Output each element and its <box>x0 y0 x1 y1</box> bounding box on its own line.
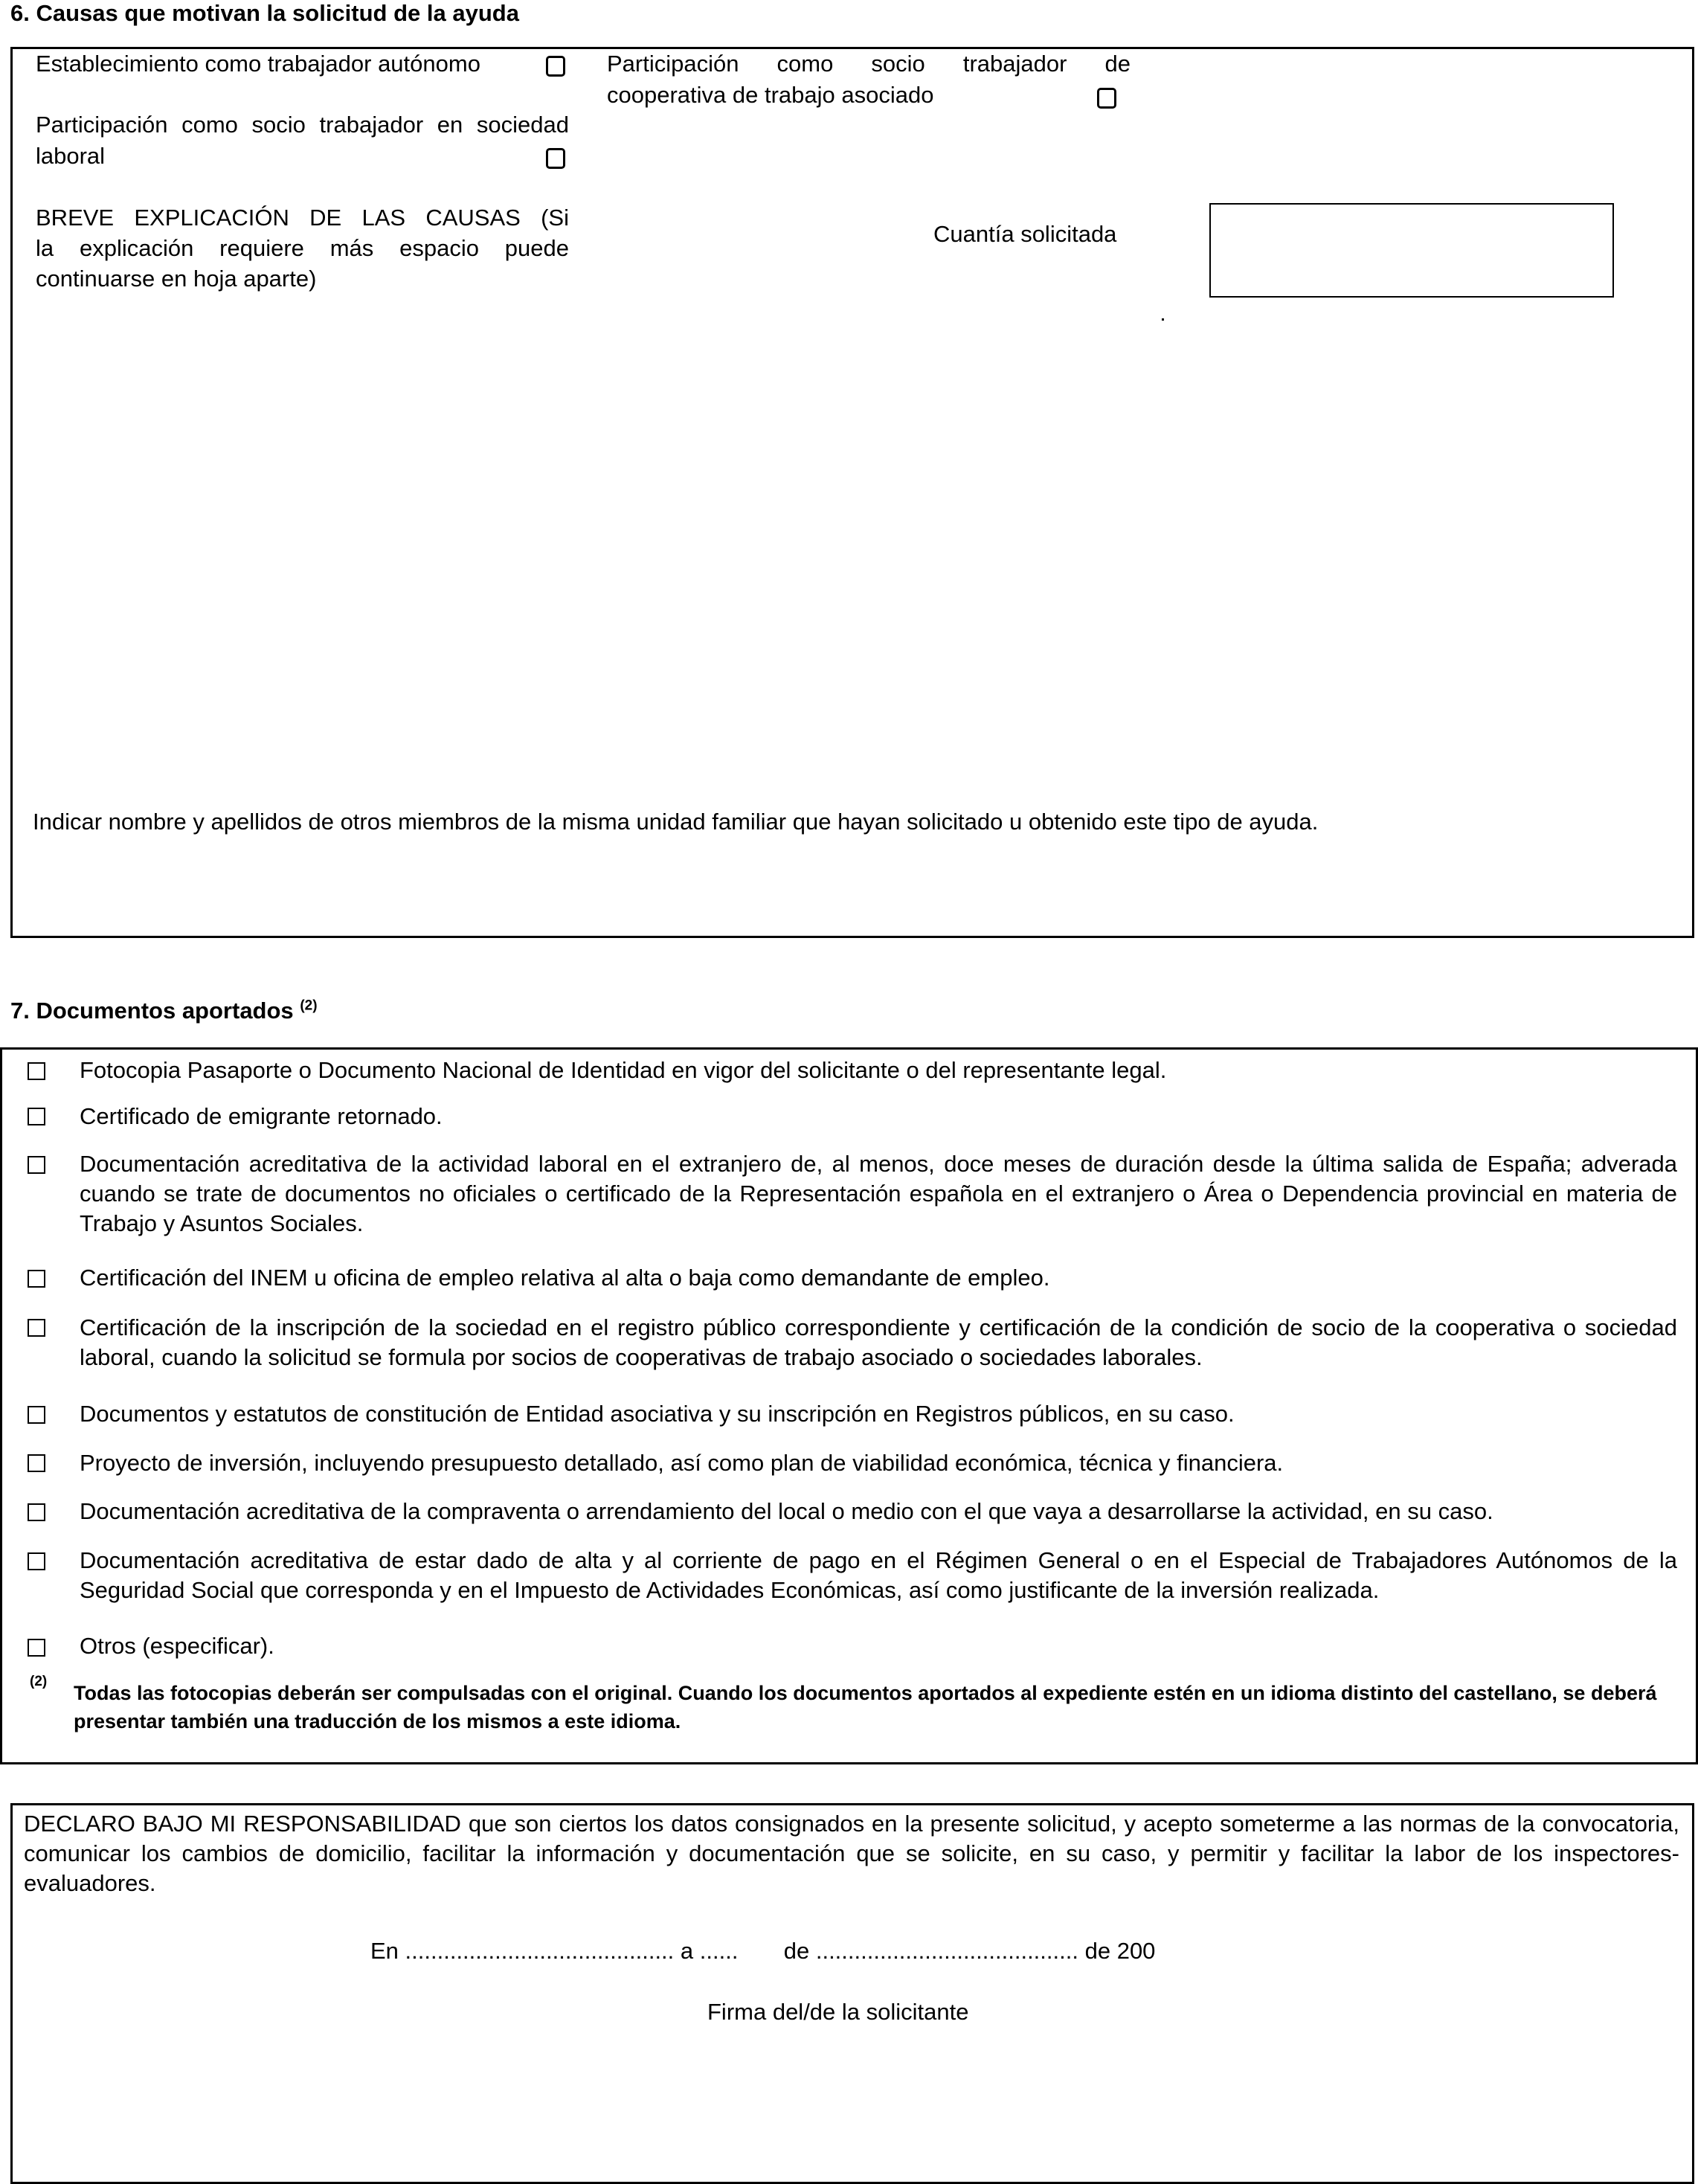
doc-checkbox-3[interactable] <box>28 1156 45 1174</box>
stray-mark <box>1162 318 1164 321</box>
option-autonomo-checkbox[interactable] <box>546 56 565 77</box>
cuantia-solicitada-label: Cuantía solicitada <box>933 221 1117 247</box>
doc-item-8: Documentación acreditativa de la compraventa o arrendamiento del local o medio con el que vaya a desarrollarse la actividad, en su caso. <box>80 1498 1493 1524</box>
doc-item-7: Proyecto de inversión, incluyendo presupuesto detallado, así como plan de viabilidad económica, técnica y financiera. <box>80 1450 1284 1476</box>
doc-checkbox-5[interactable] <box>28 1319 45 1337</box>
doc-item-10: Otros (especificar). <box>80 1633 274 1659</box>
option-cooperativa-label-line2: cooperativa de trabajo asociado <box>607 82 934 108</box>
cuantia-solicitada-input[interactable] <box>1209 203 1614 298</box>
section7-note: Todas las fotocopias deberán ser compulsadas con el original. Cuando los documentos aportados al expediente estén en un idioma distinto del castellano, se deberá presentar también una traducción de los mismos a este idioma. <box>74 1682 1657 1732</box>
section7-title-ref: (2) <box>300 998 318 1014</box>
breve-explicacion-line3: continuarse en hoja aparte) <box>36 266 317 292</box>
doc-checkbox-2[interactable] <box>28 1108 45 1125</box>
year-de-label: de <box>1084 1938 1111 1964</box>
option-cooperativa-checkbox[interactable] <box>1097 88 1116 109</box>
otros-miembros-label: Indicar nombre y apellidos de otros miembros de la misma unidad familiar que hayan solicitado u obtenido este tipo de ayuda. <box>33 809 1319 835</box>
signature-area[interactable] <box>30 2038 1666 2172</box>
place-input[interactable]: .......................................... <box>405 1938 675 1964</box>
doc-item-4: Certificación del INEM u oficina de empleo relativa al alta o baja como demandante de empleo. <box>80 1265 1050 1291</box>
month-input[interactable]: ......................................... <box>815 1938 1078 1964</box>
place-date-line <box>370 1936 1155 1966</box>
doc-checkbox-6[interactable] <box>28 1406 45 1424</box>
section7-title-text: 7. Documentos aportados <box>10 998 294 1024</box>
doc-checkbox-4[interactable] <box>28 1270 45 1288</box>
doc-checkbox-9[interactable] <box>28 1552 45 1570</box>
declaration-text: DECLARO BAJO MI RESPONSABILIDAD que son ciertos los datos consignados en la presente solicitud, y acepto someterme a las normas de la convocatoria, comunicar los cambios de domicilio, facilitar la información y documentación que se solicite, en su caso, y permitir y facilitar la labor de los inspectores-evaluadores. <box>24 1811 1679 1896</box>
note-ref: (2) <box>30 1674 48 1689</box>
option-sociedad-laboral-label-line1: Participación como socio trabajador en sociedad <box>36 112 569 138</box>
place-en-label: En <box>370 1938 399 1964</box>
breve-explicacion-line1: BREVE EXPLICACIÓN DE LAS CAUSAS (Si <box>36 205 569 231</box>
option-sociedad-laboral-checkbox[interactable] <box>546 148 565 169</box>
doc-item-5: Certificación de la inscripción de la sociedad en el registro público correspondiente y certificación de la condición de socio de la cooperativa o sociedad laboral, cuando la solicitud se formula por socios de cooperativas de trabajo asociado o sociedades laborales. <box>80 1314 1677 1370</box>
year-prefix: 200 <box>1116 1938 1156 1964</box>
doc-item-3: Documentación acreditativa de la actividad laboral en el extranjero de, al menos, doce meses de duración desde la última salida de España; adverada cuando se trate de documentos no oficiales o certificado de la Representación española en el extranjero o Área o Dependencia provincial en materia de Trabajo y Asuntos Sociales. <box>80 1151 1677 1236</box>
doc-item-9: Documentación acreditativa de estar dado de alta y al corriente de pago en el Régimen General o en el Especial de Trabajadores Autónomos de la Seguridad Social que corresponda y en el Impuesto de Actividades Económicas, así como justificante de la inversión realizada. <box>80 1547 1677 1603</box>
month-de-label: de <box>783 1938 810 1964</box>
doc-checkbox-8[interactable] <box>28 1503 45 1521</box>
option-autonomo-label: Establecimiento como trabajador autónomo <box>36 51 480 77</box>
option-sociedad-laboral-label-line2: laboral <box>36 143 106 169</box>
doc-checkbox-10[interactable] <box>28 1639 45 1657</box>
breve-explicacion-line2: la explicación requiere más espacio puede <box>36 235 569 261</box>
doc-checkbox-7[interactable] <box>28 1454 45 1472</box>
section7-title <box>10 998 318 1024</box>
signature-label: Firma del/de la solicitante <box>707 1999 969 2025</box>
doc-item-1: Fotocopia Pasaporte o Documento Nacional de Identidad en vigor del solicitante o del representante legal. <box>80 1057 1167 1083</box>
section6-box <box>10 47 1694 938</box>
doc-item-2: Certificado de emigrante retornado. <box>80 1103 443 1129</box>
doc-item-6: Documentos y estatutos de constitución de Entidad asociativa y su inscripción en Registros públicos, en su caso. <box>80 1401 1235 1427</box>
day-input[interactable]: ...... <box>699 1938 739 1964</box>
option-cooperativa-label-line1: Participación como socio trabajador de <box>607 51 1131 77</box>
section6-title: 6. Causas que motivan la solicitud de la ayuda <box>10 0 519 26</box>
day-a-label: a <box>680 1938 694 1964</box>
doc-checkbox-1[interactable] <box>28 1062 45 1080</box>
